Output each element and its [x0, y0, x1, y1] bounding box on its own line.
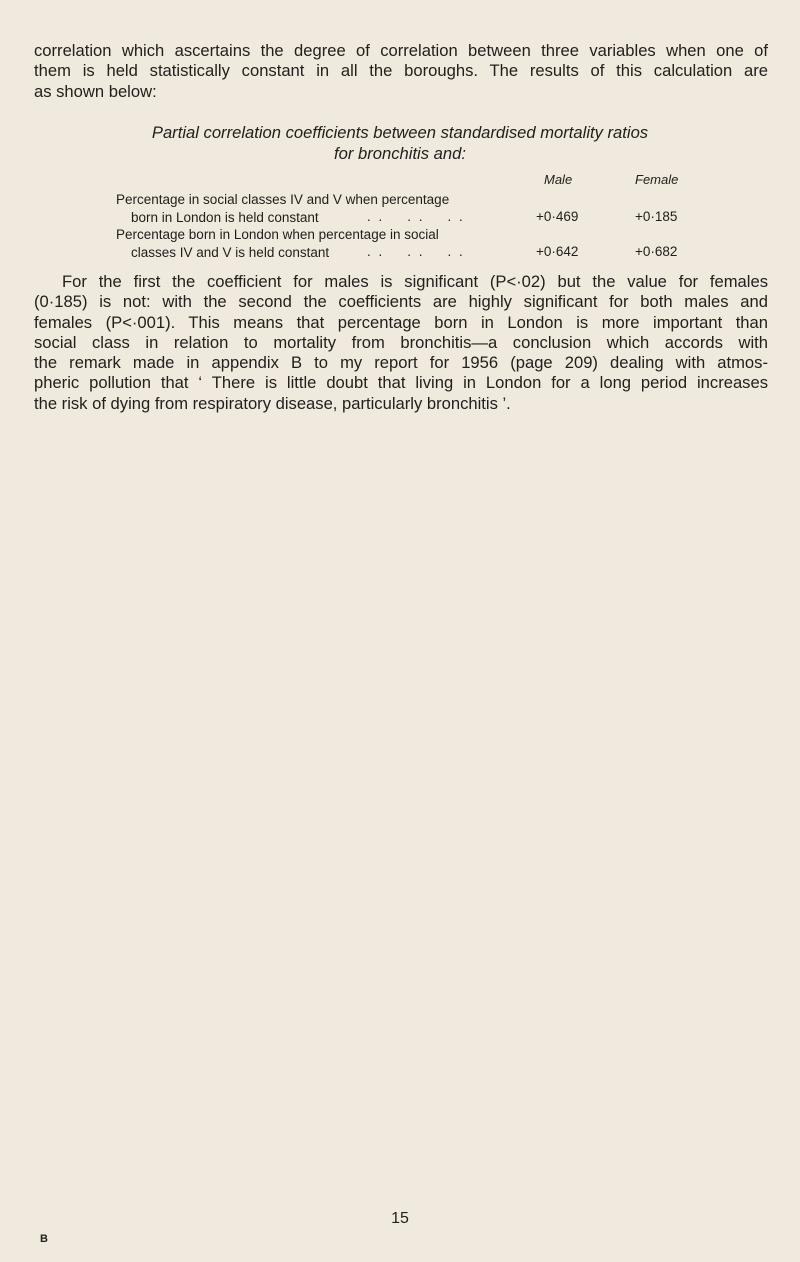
- cell-female: +0·682: [635, 244, 678, 259]
- body-line: For the first the coefficient for males is significant (P<·02) but the value for females: [62, 272, 768, 291]
- cell-female: +0·185: [635, 209, 678, 224]
- body-paragraph: [34, 272, 768, 414]
- signature-mark: B: [40, 1233, 48, 1245]
- intro-line: correlation which ascertains the degree of correlation between three variables when one of: [34, 41, 768, 60]
- row-label-line: Percentage in social classes IV and V when percentage: [116, 192, 450, 207]
- leader-dots: . . . . . .: [367, 209, 465, 224]
- body-line: social class in relation to mortality from bronchitis—a conclusion which accords with: [34, 332, 768, 352]
- body-line: pheric pollution that ‘ There is little doubt that living in London for a long period increases: [34, 373, 768, 393]
- body-line: (0·185) is not: with the second the coefficients are highly significant for both males and: [34, 292, 768, 312]
- intro-line: as shown below:: [34, 81, 157, 101]
- intro-line: them is held statistically constant in all the boroughs. The results of this calculation are: [34, 61, 768, 81]
- cell-male: +0·642: [536, 244, 579, 259]
- leader-dots: . . . . . .: [367, 244, 465, 259]
- row-label-line: classes IV and V is held constant: [131, 244, 330, 260]
- body-line: the remark made in appendix B to my report for 1956 (page 209) dealing with atmos-: [34, 353, 768, 373]
- row-label-line: born in London is held constant: [131, 209, 319, 225]
- cell-male: +0·469: [536, 209, 579, 224]
- body-line: the risk of dying from respiratory disease, particularly bronchitis ’.: [34, 393, 511, 413]
- intro-paragraph: [34, 41, 768, 102]
- page-number: 15: [391, 1210, 409, 1227]
- column-header-male: Male: [544, 172, 573, 187]
- table-caption-line: Partial correlation coefficients between standardised mortality ratios: [151, 123, 649, 142]
- table-caption-line: for bronchitis and:: [334, 144, 466, 163]
- column-header-female: Female: [635, 172, 679, 187]
- row-label-line: Percentage born in London when percentage in social: [116, 227, 439, 242]
- body-line: females (P<·001). This means that percentage born in London is more important than: [34, 312, 768, 332]
